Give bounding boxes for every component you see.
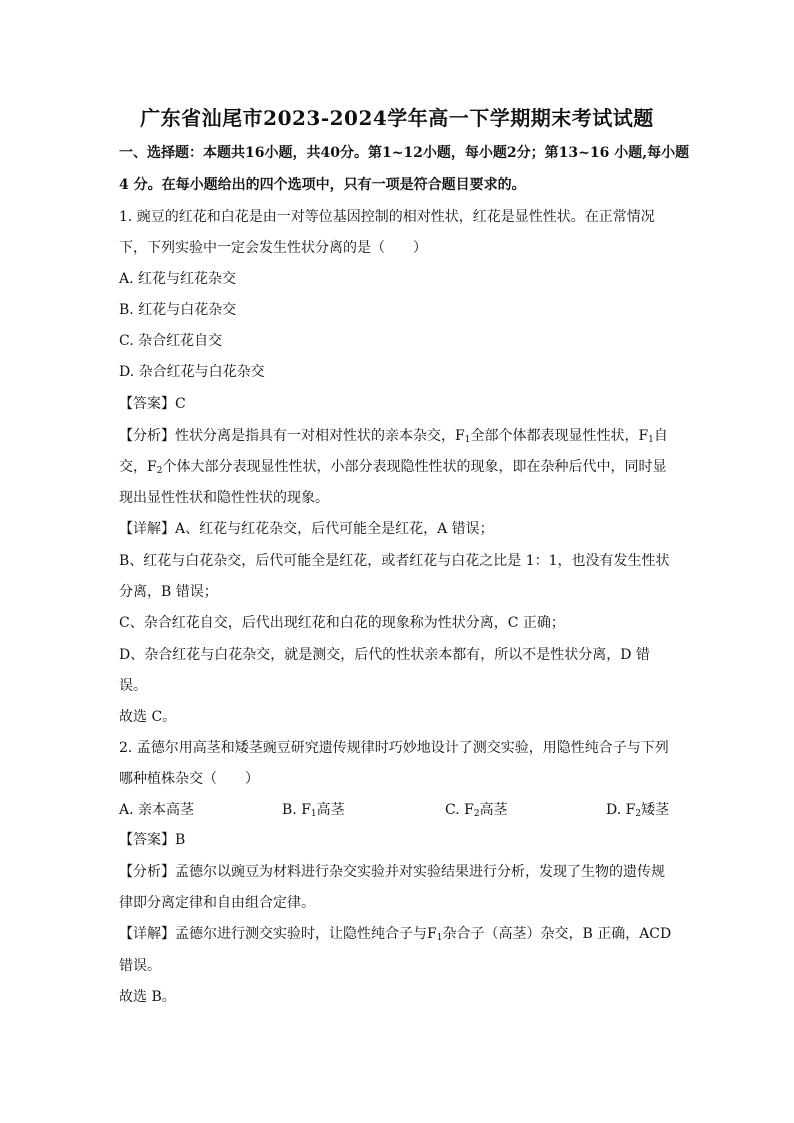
q2-detail-line-1	[119, 924, 679, 944]
page-title: 广东省汕尾市2023-2024学年高一下学期期末考试试题	[140, 106, 654, 130]
q1-detail-line-6: 误。	[119, 678, 147, 694]
q1-analysis-text: 全部个体都表现显性性状，F	[470, 428, 649, 444]
subscript: 1	[464, 435, 471, 445]
q1-analysis-line-2	[119, 457, 679, 477]
subscript: 1	[436, 933, 443, 943]
section-instructions-line-2: 4 分。在每小题给出的四个选项中，只有一项是符合题目要求的。	[119, 177, 526, 193]
q2-option-b	[282, 800, 345, 820]
q2-stem-line-1: 2. 孟德尔用高茎和矮茎豌豆研究遗传规律时巧妙地设计了测交实验，用隐性纯合子与下列	[119, 740, 669, 756]
q1-detail-line-3: 分离，B 错误；	[119, 584, 218, 600]
q2-detail-text: 杂合子（高茎）杂交，B 正确，ACD	[442, 926, 672, 942]
q2-option-d	[606, 800, 669, 820]
q1-analysis-text: 个体大部分表现显性性状，小部分表现隐性性状的现象，即在杂种后代中，同时显	[162, 459, 667, 475]
q2-option-c-text: C. F	[445, 802, 474, 818]
q2-option-a: A. 亲本高茎	[119, 802, 195, 818]
q1-analysis-line-1	[119, 426, 679, 446]
q1-analysis-text: 交，F	[119, 459, 157, 475]
q1-option-b: B. 红花与白花杂交	[119, 302, 237, 318]
q2-detail-line-2: 错误。	[119, 958, 161, 974]
q1-option-a: A. 红花与红花杂交	[119, 271, 237, 287]
q1-analysis-text: 【分析】性状分离是指具有一对相对性状的亲本杂交，F	[119, 428, 465, 444]
section-instructions-line-1: 一、选择题：本题共16小题，共40分。第1~12小题，每小题2分；第13~16 小题,每小题	[119, 145, 690, 161]
q2-answer: 【答案】B	[119, 832, 186, 848]
q2-detail-text: 【详解】孟德尔进行测交实验时，让隐性纯合子与F	[119, 926, 437, 942]
q1-stem-line-1: 1. 豌豆的红花和白花是由一对等位基因控制的相对性状，红花是显性性状。在正常情况	[119, 209, 655, 225]
q1-detail-line-2: B、红花与白花杂交，后代可能全是红花，或者红花与白花之比是 1：1，也没有发生性状	[119, 553, 670, 569]
subscript: 1	[310, 809, 317, 819]
subscript: 2	[156, 466, 163, 476]
q2-option-b-text: B. F	[282, 802, 311, 818]
subscript: 2	[473, 809, 480, 819]
q2-option-c	[445, 800, 508, 820]
q1-analysis-text: 自	[653, 428, 668, 444]
q1-stem-line-2: 下，下列实验中一定会发生性状分离的是（ ）	[119, 240, 427, 256]
q2-stem-line-2: 哪种植株杂交（ ）	[119, 771, 259, 787]
q1-answer: 【答案】C	[119, 396, 186, 412]
q1-detail-line-4: C、杂合红花自交，后代出现红花和白花的现象称为性状分离，C 正确；	[119, 615, 565, 631]
q2-option-d-text: D. F	[606, 802, 636, 818]
q1-detail-line-5: D、杂合红花与白花杂交，就是测交，后代的性状亲本都有，所以不是性状分离，D 错	[119, 647, 650, 663]
subscript: 1	[648, 435, 654, 445]
subscript: 2	[635, 809, 642, 819]
q1-detail-line-1: 【详解】A、红花与红花杂交，后代可能全是红花，A 错误；	[119, 521, 494, 537]
q2-conclusion: 故选 B。	[119, 989, 176, 1005]
q2-analysis-line-2: 律即分离定律和自由组合定律。	[119, 895, 315, 911]
q1-option-c: C. 杂合红花自交	[119, 333, 223, 349]
q2-option-b-text: 高茎	[316, 802, 345, 818]
q2-option-d-text: 矮茎	[641, 802, 670, 818]
q2-analysis-line-1: 【分析】孟德尔以豌豆为材料进行杂交实验并对实验结果进行分析，发现了生物的遗传规	[119, 864, 665, 880]
q2-option-c-text: 高茎	[479, 802, 508, 818]
q1-analysis-line-3: 现出显性性状和隐性性状的现象。	[119, 490, 329, 506]
q1-conclusion: 故选 C。	[119, 709, 177, 725]
q1-option-d: D. 杂合红花与白花杂交	[119, 364, 265, 380]
